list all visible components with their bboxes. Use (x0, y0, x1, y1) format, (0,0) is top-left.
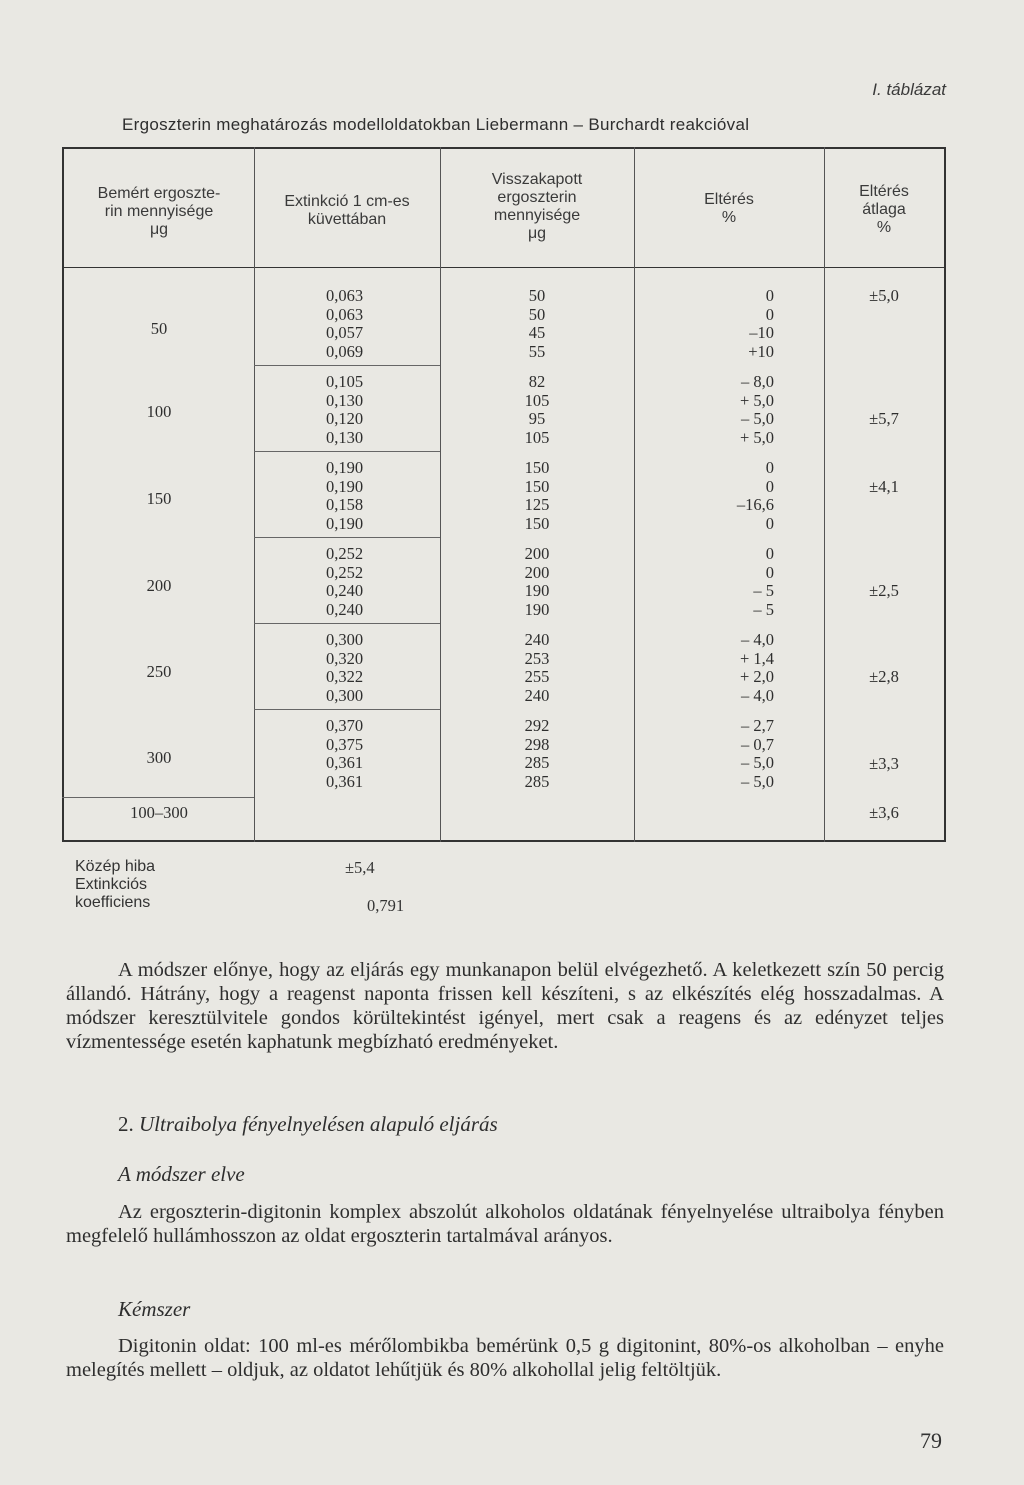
extinction-values: 0,300 0,320 0,322 0,300 (326, 630, 364, 705)
subheading-reagent: Kémszer (118, 1297, 191, 1321)
deviation-values: 0 0 –16,6 0 (736, 458, 774, 533)
extinction-values: 0,063 0,063 0,057 0,069 (326, 286, 364, 361)
group-amount: 150 (146, 489, 172, 508)
group-amount: 50 (150, 319, 168, 338)
column-header-amount: Bemért ergoszte- rin mennyisége μg (97, 185, 221, 238)
group-divider (254, 709, 440, 710)
page-number: 79 (920, 1428, 942, 1453)
summary-divider (62, 797, 254, 798)
table-top-rule (62, 147, 946, 149)
mean-error-value: ±5,4 (345, 858, 375, 877)
summary-average: ±3,6 (869, 803, 899, 822)
column-header-average-deviation: Eltérés átlaga % (859, 183, 909, 236)
group-divider (254, 365, 440, 366)
table-bottom-rule (62, 840, 946, 842)
deviation-values: – 4,0 + 1,4 + 2,0 – 4,0 (739, 630, 774, 705)
deviation-values: – 2,7 – 0,7 – 5,0 – 5,0 (741, 716, 774, 791)
data-table (62, 147, 946, 842)
section-title: Ultraibolya fényelnyelésen alapuló eljárás (139, 1112, 498, 1136)
group-divider (254, 537, 440, 538)
deviation-values: – 8,0 + 5,0 – 5,0 + 5,0 (739, 372, 774, 447)
coefficient-label-1: Extinkciós (75, 876, 148, 893)
average-deviation: ±2,5 (869, 581, 899, 600)
section-heading (118, 1112, 498, 1137)
extinction-values: 0,370 0,375 0,361 0,361 (326, 716, 364, 791)
group-amount: 300 (146, 748, 172, 767)
extinction-values: 0,105 0,130 0,120 0,130 (326, 372, 364, 447)
average-deviation: ±5,0 (869, 286, 899, 305)
group-amount: 200 (146, 576, 172, 595)
paragraph-principle: Az ergoszterin-digitonin komplex abszolút alkoholos oldatának fényelnyelése ultraibolya fényben megfelelő hullámhosszon az oldat ergoszterin tartalmával arányos. (66, 1201, 944, 1247)
group-amount: 100 (146, 402, 172, 421)
column-divider (254, 147, 255, 842)
paragraph-advantages: A módszer előnye, hogy az eljárás egy munkanapon belül elvégezhető. A keletkezett szín 50 percig állandó. Hátrány, hogy a reagenst naponta frissen kell készíteni, s az elkészítés elég hosszadalmas. A módszer keresztülvitele gondos körültekintést igényel, mert csak a reagens és az edényzet teljes vízmentessége esetén kaphatunk megbízható eredményeket. (66, 959, 944, 1053)
extinction-values: 0,252 0,252 0,240 0,240 (326, 544, 364, 619)
table-label: I. táblázat (872, 80, 946, 99)
paragraph-reagent: Digitonin oldat: 100 ml-es mérőlombikba bemérünk 0,5 g digitonint, 80%-os alkoholban – enyhe melegítés mellett – oldjuk, az oldatot lehűtjük és 80% alkohollal jelig feltöltjük. (66, 1335, 944, 1381)
mean-error-label: Közép hiba (75, 858, 156, 875)
recovered-values: 50 50 45 55 (528, 286, 546, 361)
deviation-values: 0 0 – 5 – 5 (753, 544, 774, 619)
group-amount: 250 (146, 662, 172, 681)
column-header-extinction: Extinkció 1 cm-es küvettában (284, 193, 410, 228)
subheading-principle: A módszer elve (118, 1162, 245, 1186)
column-header-recovered: Visszakapott ergoszterin mennyisége μg (491, 171, 583, 242)
statistics-block (75, 858, 405, 915)
column-header-deviation: Eltérés % (704, 191, 754, 226)
average-deviation: ±4,1 (869, 477, 899, 496)
average-deviation: ±2,8 (869, 667, 899, 686)
recovered-values: 150 150 125 150 (524, 458, 550, 533)
recovered-values: 292 298 285 285 (524, 716, 550, 791)
summary-amount: 100–300 (130, 803, 188, 822)
average-deviation: ±3,3 (869, 754, 899, 773)
group-divider (254, 451, 440, 452)
coefficient-value: 0,791 (367, 896, 405, 915)
recovered-values: 200 200 190 190 (524, 544, 550, 619)
average-deviation: ±5,7 (869, 409, 899, 428)
extinction-values: 0,190 0,190 0,158 0,190 (326, 458, 364, 533)
table-header-rule (62, 267, 946, 268)
column-divider (634, 147, 635, 842)
section-number: 2. (118, 1112, 134, 1136)
group-divider (254, 623, 440, 624)
recovered-values: 82 105 95 105 (524, 372, 550, 447)
table-title: Ergoszterin meghatározás modelloldatokban Liebermann – Burchardt reakcióval (122, 115, 750, 134)
recovered-values: 240 253 255 240 (524, 630, 550, 705)
coefficient-label-2: koefficiens (75, 894, 151, 911)
deviation-values: 0 0 –10 +10 (748, 286, 774, 361)
